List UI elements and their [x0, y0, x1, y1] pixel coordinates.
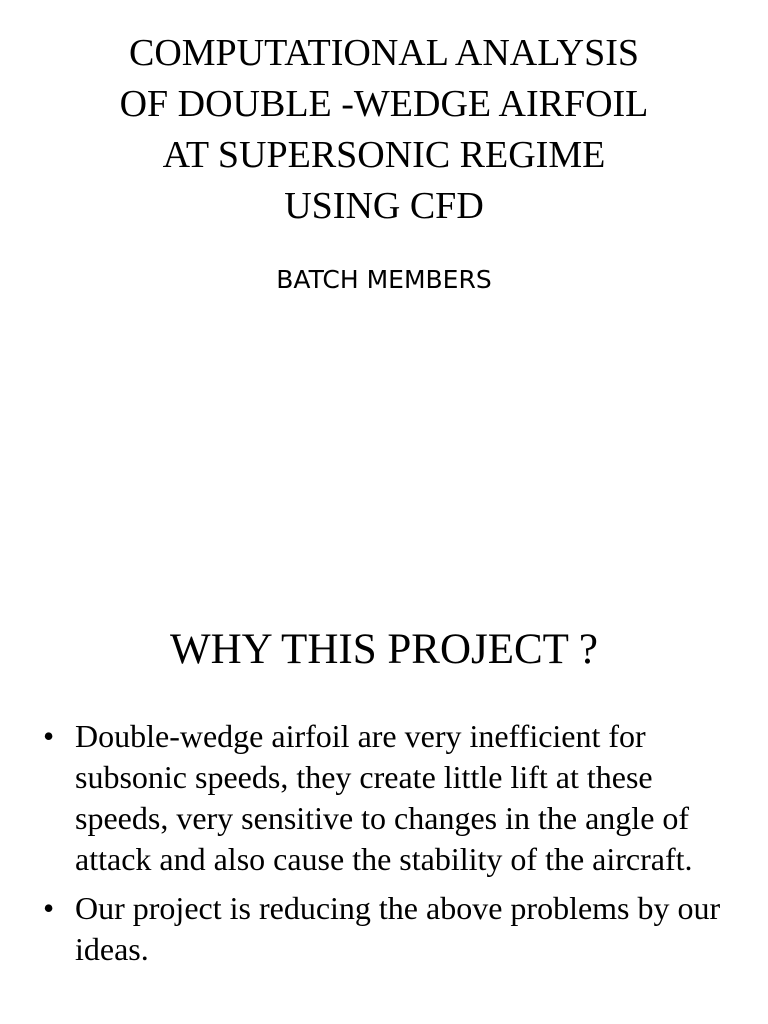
title-line: OF DOUBLE -WEDGE AIRFOIL	[119, 83, 649, 125]
bullet-icon: •	[43, 890, 55, 926]
bullet-item	[0, 888, 768, 970]
bullet-icon: •	[43, 718, 55, 754]
content-slide	[0, 600, 768, 1024]
bullet-item	[0, 716, 768, 880]
slide-subtitle: BATCH MEMBERS	[276, 265, 492, 294]
title-line: AT SUPERSONIC REGIME	[162, 134, 606, 176]
slide-title	[0, 28, 768, 232]
slide-title: WHY THIS PROJECT ?	[169, 626, 599, 673]
title-line: USING CFD	[284, 185, 484, 227]
bullet-text: Our project is reducing the above problems by our ideas.	[75, 890, 721, 967]
title-line: COMPUTATIONAL ANALYSIS	[128, 32, 640, 74]
bullet-text: Double-wedge airfoil are very inefficient for subsonic speeds, they create little lift at these speeds, very sensitive to changes in the angle of attack and also cause the stability of the aircraft.	[75, 718, 693, 877]
bullet-list	[0, 716, 768, 978]
